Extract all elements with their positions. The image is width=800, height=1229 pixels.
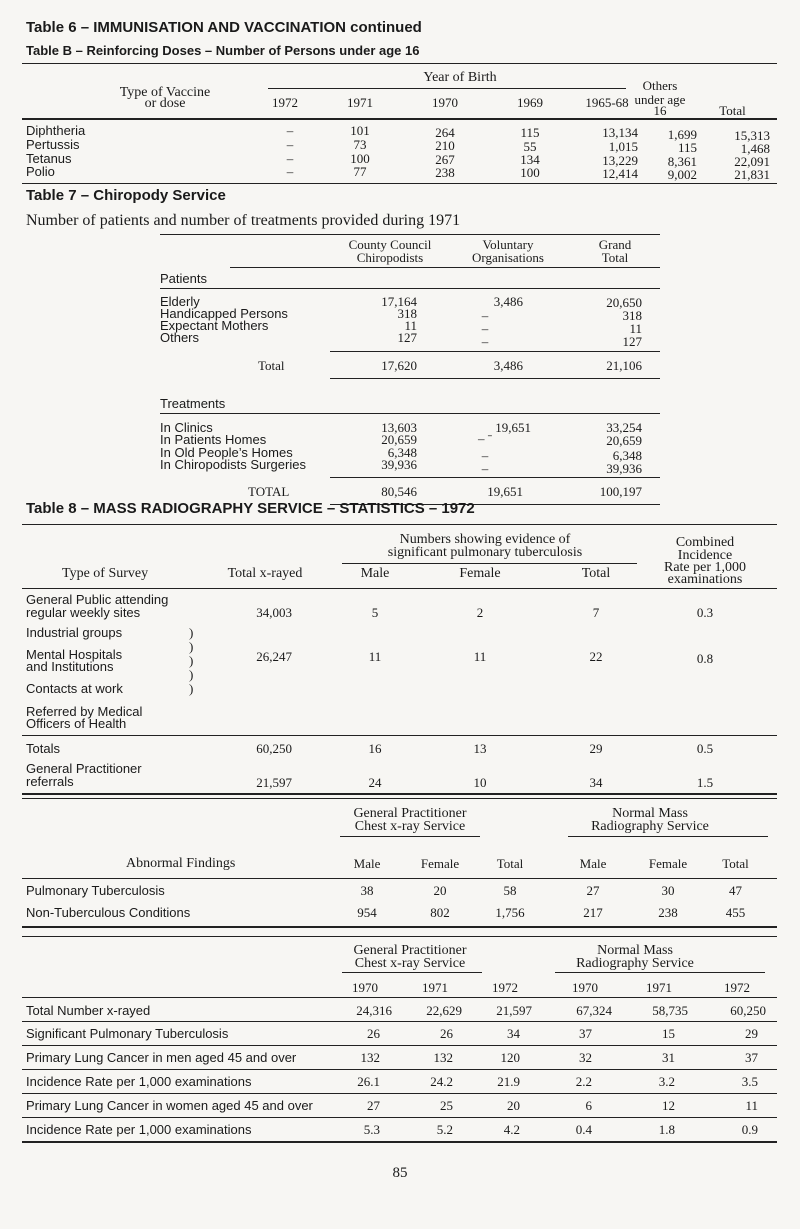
cell: 3.5	[741, 1074, 758, 1089]
row-label: Incidence Rate per 1,000 examinations	[26, 1074, 252, 1089]
cell: 58,735	[652, 1003, 688, 1018]
cell: 21,106	[606, 358, 642, 373]
col-header-vol: Voluntary	[482, 237, 534, 252]
cell: 267	[435, 152, 455, 167]
cell: 0.4	[575, 1122, 592, 1137]
col-header: 1971	[646, 980, 672, 995]
cell: 802	[430, 905, 450, 920]
rule	[22, 798, 777, 799]
cell: 1,756	[495, 905, 525, 920]
cell: 21,597	[496, 1003, 532, 1018]
row-label: In Clinics	[160, 420, 213, 435]
col-header-combined: Combined	[675, 535, 735, 550]
rule	[330, 477, 660, 478]
cell: 2	[476, 605, 484, 620]
col-header: Total	[722, 856, 749, 871]
cell: 19,651	[487, 484, 523, 499]
col-header-combined-4: examinations	[667, 572, 743, 587]
cell: 954	[357, 905, 377, 920]
cell: 55	[523, 139, 537, 154]
rule	[330, 378, 660, 379]
col-header-numbers: Numbers showing evidence of	[399, 532, 571, 547]
cell: 21.9	[497, 1074, 520, 1089]
cell: –	[286, 164, 294, 179]
rule	[342, 972, 482, 973]
col-header: Male	[579, 856, 607, 871]
col-header: 1970	[572, 980, 598, 995]
cell: 11	[473, 649, 487, 664]
col-header-total: Total	[581, 566, 611, 581]
cell: –	[481, 321, 489, 336]
row-label: Contacts at work	[26, 681, 123, 696]
cell: 217	[583, 905, 603, 920]
cell: 8,361	[667, 154, 697, 169]
cell: 455	[725, 905, 746, 920]
cell: 26	[440, 1026, 453, 1041]
row-label: Primary Lung Cancer in women aged 45 and over	[26, 1098, 313, 1113]
cell: 39,936	[606, 461, 642, 476]
page-number: 85	[392, 1165, 408, 1181]
col-header-nmr-2: Radiography Service	[576, 956, 694, 971]
cell: 80,546	[381, 484, 417, 499]
col-header: Total	[496, 856, 524, 871]
total-label: TOTAL	[248, 484, 290, 499]
cell: 31	[662, 1050, 675, 1065]
row-label: General Public attending	[26, 592, 169, 607]
cell: 20,659	[381, 432, 417, 447]
row-label: Expectant Mothers	[160, 318, 269, 333]
col-header-cc-2: Chiropodists	[356, 250, 424, 265]
cell: 38	[360, 883, 374, 898]
cell: 3,486	[493, 358, 523, 373]
rule	[555, 972, 765, 973]
col-header-type-of-survey: Type of Survey	[62, 566, 149, 581]
col-header-others: Others	[642, 78, 678, 93]
table6-title: Table 6 – IMMUNISATION AND VACCINATION continued	[26, 19, 422, 36]
cell: 13	[473, 741, 487, 756]
row-label: Incidence Rate per 1,000 examinations	[26, 1122, 252, 1137]
col-header-nmr: Normal Mass	[612, 806, 688, 821]
rule	[268, 88, 626, 89]
cell: 1,015	[608, 139, 638, 154]
cell: 100	[520, 165, 540, 180]
cell: 11	[745, 1098, 758, 1113]
col-header-gp: General Practitioner	[353, 943, 467, 958]
cell: 13,134	[602, 125, 638, 140]
row-label: In Old People’s Homes	[160, 445, 293, 460]
row-label: Referred by Medical	[26, 704, 143, 719]
cell: 120	[500, 1050, 520, 1065]
col-header-gp: General Practitioner	[353, 806, 467, 821]
cell: 26	[367, 1026, 380, 1041]
col-header-dose: or dose	[144, 96, 186, 111]
cell: 1,699	[667, 127, 697, 142]
cell: 27	[586, 883, 600, 898]
cell: 132	[360, 1050, 380, 1065]
rule	[22, 926, 777, 928]
cell: 127	[622, 334, 642, 349]
col-header: 1971	[422, 980, 448, 995]
row-label: Significant Pulmonary Tuberculosis	[26, 1026, 229, 1041]
rule	[22, 1117, 777, 1118]
rule	[22, 524, 777, 525]
total-label: Total	[258, 358, 285, 373]
cell: 100	[350, 151, 370, 166]
col-header-1965-68: 1965-68	[585, 95, 629, 110]
cell: 32	[579, 1050, 592, 1065]
row-label: Pulmonary Tuberculosis	[26, 883, 165, 898]
rule	[22, 588, 777, 589]
cell: 26.1	[357, 1074, 380, 1089]
cell: 0.3	[696, 605, 714, 620]
cell: 26,247	[256, 649, 292, 664]
cell: –	[481, 334, 489, 349]
col-header-vol-2: Organisations	[472, 250, 544, 265]
cell: 115	[677, 140, 697, 155]
cell: 17,620	[381, 358, 417, 373]
cell: 47	[729, 883, 742, 898]
cell: 30	[661, 883, 675, 898]
cell: 20,659	[606, 433, 642, 448]
cell: 134	[520, 152, 540, 167]
cell: 318	[397, 306, 417, 321]
cell: 5	[371, 605, 379, 620]
cell: 20	[507, 1098, 520, 1113]
row-label: In Chiropodists Surgeries	[160, 457, 306, 472]
col-header-total-xrayed: Total x-rayed	[227, 566, 303, 581]
cell: 238	[435, 165, 455, 180]
cell: 0.8	[696, 651, 714, 666]
col-header: 1972	[492, 980, 518, 995]
cell: 11	[404, 318, 417, 333]
col-header-1970: 1970	[432, 95, 458, 110]
cell: –	[481, 448, 489, 463]
cell: 20,650	[606, 295, 642, 310]
row-label: Non-Tuberculous Conditions	[26, 905, 191, 920]
section-label-treatments: Treatments	[160, 396, 226, 411]
rule	[22, 878, 777, 879]
cell: 16	[368, 741, 382, 756]
cell: 1,468	[740, 141, 770, 156]
cell: 20	[433, 883, 447, 898]
col-header-combined-2: Incidence	[677, 548, 733, 563]
cell: 13,229	[602, 153, 638, 168]
rule	[568, 836, 768, 837]
rule	[22, 1021, 777, 1022]
rule	[22, 1045, 777, 1046]
cell: –	[286, 137, 294, 152]
cell: 73	[353, 137, 367, 152]
col-header-combined-3: Rate per 1,000	[663, 560, 747, 575]
cell: 1.5	[696, 775, 714, 790]
row-label: Elderly	[160, 294, 200, 309]
brace: )	[189, 653, 194, 668]
cell: 132	[433, 1050, 453, 1065]
col-header-type: Type of Vaccine	[119, 85, 211, 100]
row-label: Total Number x-rayed	[26, 1003, 151, 1018]
col-header-year-of-birth: Year of Birth	[423, 70, 497, 85]
cell: 1.8	[658, 1122, 675, 1137]
cell: 7	[592, 605, 600, 620]
cell: 3.2	[658, 1074, 675, 1089]
col-header: Female	[420, 856, 460, 871]
cell: 19,651	[495, 420, 531, 435]
cell: 34,003	[256, 605, 292, 620]
cell: 13,603	[381, 420, 417, 435]
table7-title: Table 7 – Chiropody Service	[26, 187, 226, 204]
col-header: Female	[648, 856, 688, 871]
cell: 25	[440, 1098, 453, 1113]
cell: 11	[629, 321, 642, 336]
cell: 34	[507, 1026, 520, 1041]
cell: 100,197	[599, 484, 642, 499]
cell: 27	[367, 1098, 380, 1113]
cell: 0.9	[741, 1122, 758, 1137]
brace: )	[189, 681, 194, 696]
rule	[22, 1069, 777, 1070]
cell: 17,164	[381, 294, 417, 309]
col-header: 1970	[352, 980, 378, 995]
cell: 5.2	[436, 1122, 453, 1137]
row-label-2: regular weekly sites	[26, 605, 141, 620]
cell: 127	[397, 330, 417, 345]
cell: 67,324	[576, 1003, 612, 1018]
col-header-others-3: 16	[653, 103, 667, 118]
col-header-gp-2: Chest x-ray Service	[354, 956, 466, 971]
row-label: Polio	[26, 164, 55, 179]
col-header-total: Total	[719, 103, 746, 118]
rule	[22, 735, 777, 736]
cell: 10	[473, 775, 487, 790]
cell: 15,313	[734, 128, 770, 143]
row-label: General Practitioner	[26, 761, 142, 776]
row-label: Mental Hospitals	[26, 647, 123, 662]
cell: 29	[745, 1026, 758, 1041]
rule	[22, 936, 777, 937]
cell: 33,254	[606, 420, 642, 435]
rule	[22, 63, 777, 64]
row-label: Pertussis	[26, 137, 80, 152]
cell: –	[481, 308, 489, 323]
cell: 12	[662, 1098, 675, 1113]
col-header-abnormal-findings: Abnormal Findings	[126, 856, 236, 871]
cell: 318	[622, 308, 642, 323]
rule	[342, 563, 637, 564]
section-label-patients: Patients	[160, 271, 207, 286]
row-label: Tetanus	[26, 151, 72, 166]
row-label: Handicapped Persons	[160, 306, 288, 321]
brace: )	[189, 625, 194, 640]
col-header-cc: County Council	[348, 237, 432, 252]
cell: 6	[585, 1098, 592, 1113]
cell: 264	[435, 125, 455, 140]
row-label: Others	[160, 330, 200, 345]
row-label: In Patients Homes	[160, 432, 267, 447]
col-header-grand-2: Total	[601, 250, 629, 265]
rule	[160, 413, 660, 414]
cell: 4.2	[503, 1122, 520, 1137]
cell: 22	[589, 649, 603, 664]
cell: 60,250	[730, 1003, 766, 1018]
cell: 6,348	[612, 448, 642, 463]
rule	[22, 793, 777, 795]
col-header: Male	[353, 856, 381, 871]
rule	[22, 1093, 777, 1094]
col-header-gp-2: Chest x-ray Service	[354, 819, 466, 834]
table8-title: Table 8 – MASS RADIOGRAPHY SERVICE – STATISTICS – 1972	[26, 500, 475, 517]
col-header-1969: 1969	[517, 95, 543, 110]
cell: 58	[503, 883, 517, 898]
rule	[22, 118, 777, 120]
cell: 6,348	[387, 445, 417, 460]
rule	[340, 836, 480, 837]
cell: 24,316	[356, 1003, 392, 1018]
cell: 24.2	[430, 1074, 453, 1089]
rule	[22, 1141, 777, 1143]
col-header-1971: 1971	[347, 95, 373, 110]
cell: – ˉ	[477, 431, 493, 446]
row-label: Officers of Health	[26, 716, 127, 731]
row-label: Diphtheria	[26, 123, 86, 138]
cell: 9,002	[667, 167, 697, 182]
col-header-grand: Grand	[598, 237, 632, 252]
col-header-numbers-2: significant pulmonary tuberculosis	[387, 545, 583, 560]
cell: 22,091	[734, 154, 770, 169]
rule	[22, 183, 777, 184]
cell: 34	[589, 775, 603, 790]
col-header-male: Male	[360, 566, 390, 581]
rule	[22, 997, 777, 998]
cell: 2.2	[575, 1074, 592, 1089]
row-label: Totals	[26, 741, 60, 756]
cell: 22,629	[426, 1003, 462, 1018]
brace: )	[189, 639, 194, 654]
cell: 238	[658, 905, 678, 920]
cell: 12,414	[602, 166, 638, 181]
cell: –	[286, 151, 294, 166]
cell: 115	[520, 125, 540, 140]
cell: 5.3	[363, 1122, 380, 1137]
col-header-others-2: under age	[634, 92, 686, 107]
col-header-nmr: Normal Mass	[597, 943, 673, 958]
row-label: Primary Lung Cancer in men aged 45 and over	[26, 1050, 297, 1065]
cell: 210	[435, 138, 455, 153]
table7-subtitle: Number of patients and number of treatments provided during 1971	[26, 212, 461, 229]
cell: 29	[589, 741, 603, 756]
rule	[330, 351, 660, 352]
rule	[160, 234, 660, 235]
col-header-female: Female	[459, 566, 501, 581]
col-header-nmr-2: Radiography Service	[591, 819, 709, 834]
row-label: Industrial groups	[26, 625, 123, 640]
rule	[230, 267, 660, 268]
cell: –	[481, 461, 489, 476]
col-header-1972: 1972	[272, 95, 298, 110]
table6-subtitle: Table B – Reinforcing Doses – Number of Persons under age 16	[26, 43, 420, 58]
row-label: and Institutions	[26, 659, 114, 674]
cell: 15	[662, 1026, 675, 1041]
cell: 39,936	[381, 457, 417, 472]
row-label-2: referrals	[26, 774, 74, 789]
rule	[160, 288, 660, 289]
cell: 101	[350, 123, 370, 138]
cell: 37	[579, 1026, 592, 1041]
cell: 37	[745, 1050, 758, 1065]
cell: 24	[368, 775, 382, 790]
cell: 3,486	[493, 294, 523, 309]
cell: 21,597	[256, 775, 292, 790]
cell: 77	[353, 164, 367, 179]
cell: 0.5	[696, 741, 714, 756]
cell: –	[286, 123, 294, 138]
brace: )	[189, 667, 194, 682]
cell: 60,250	[256, 741, 292, 756]
cell: 21,831	[734, 167, 770, 182]
cell: 11	[368, 649, 382, 664]
col-header: 1972	[724, 980, 750, 995]
